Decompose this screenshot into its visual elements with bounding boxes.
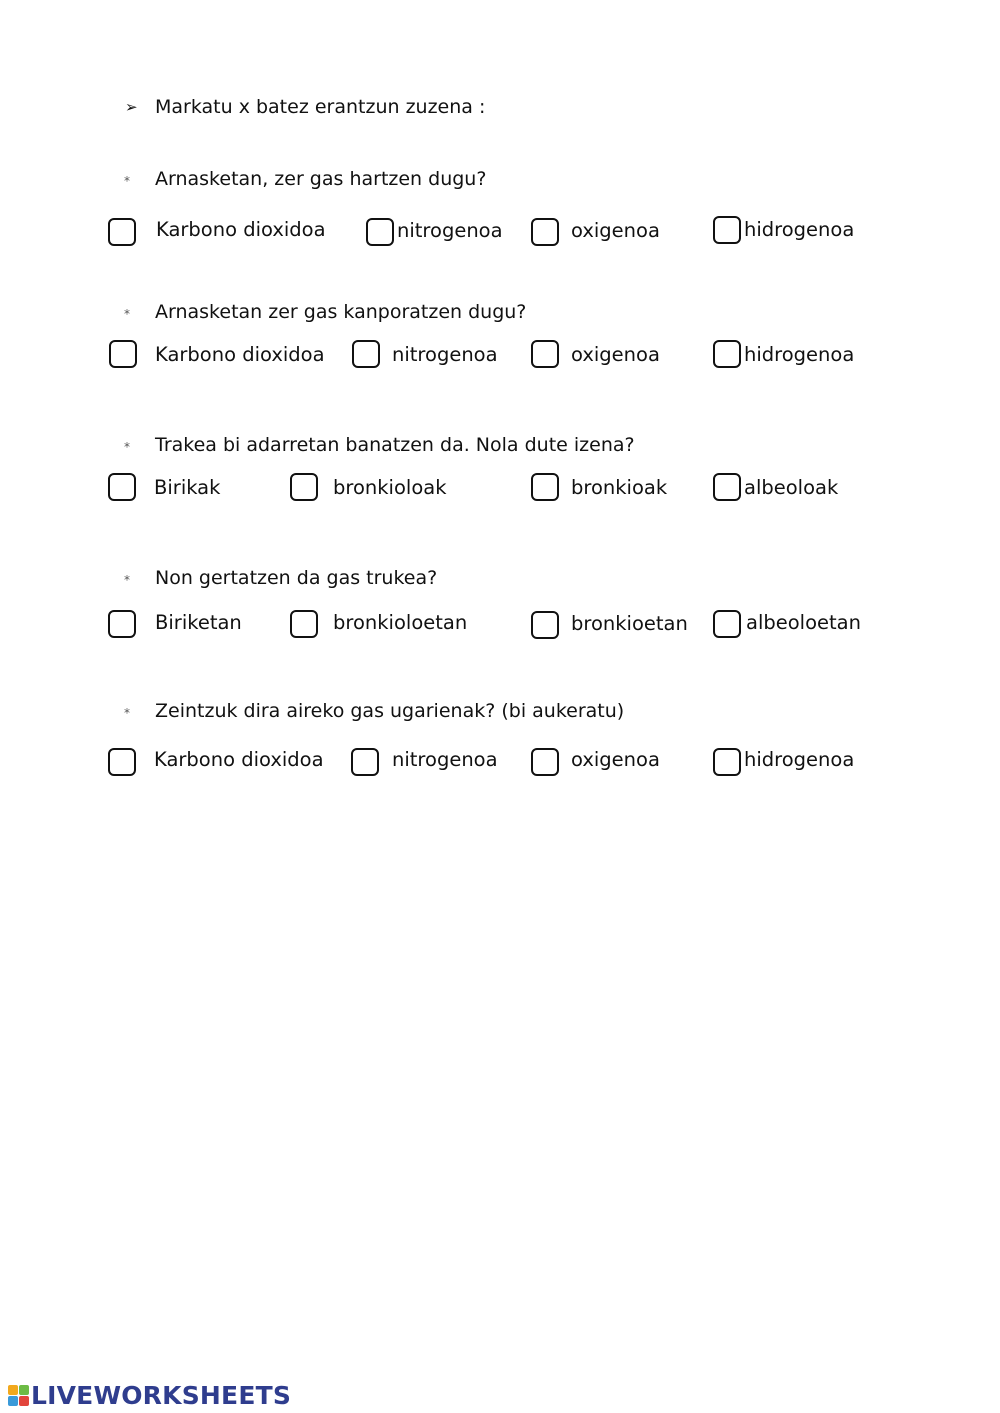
answer-checkbox[interactable]: [531, 218, 559, 246]
option-label: bronkioloetan: [333, 611, 468, 634]
question-4: [124, 567, 437, 589]
answer-checkbox[interactable]: [531, 340, 559, 368]
option-label: albeoloak: [744, 475, 839, 499]
option-label: Biriketan: [155, 611, 242, 634]
answer-option[interactable]: [290, 607, 467, 638]
instruction-text: Markatu x batez erantzun zuzena :: [155, 96, 486, 118]
option-label: bronkioetan: [571, 611, 688, 635]
option-label: hidrogenoa: [744, 217, 855, 241]
option-label: oxigenoa: [571, 342, 660, 366]
question-5: [124, 700, 624, 722]
option-label: Karbono dioxidoa: [154, 747, 324, 771]
answer-checkbox[interactable]: [713, 216, 741, 244]
answer-checkbox[interactable]: [351, 748, 379, 776]
answer-checkbox[interactable]: [290, 473, 318, 501]
answer-checkbox[interactable]: [531, 473, 559, 501]
answer-option[interactable]: [366, 214, 503, 246]
logo-tile: [19, 1385, 29, 1395]
answer-option[interactable]: [290, 473, 447, 501]
asterisk-bullet-icon: *: [124, 174, 130, 188]
option-label: Karbono dioxidoa: [155, 342, 325, 366]
option-label: oxigenoa: [571, 747, 660, 771]
option-label: nitrogenoa: [392, 747, 498, 771]
answer-checkbox[interactable]: [713, 473, 741, 501]
option-label: nitrogenoa: [392, 342, 498, 366]
option-label: oxigenoa: [571, 218, 660, 242]
option-label: Karbono dioxidoa: [156, 218, 326, 241]
answer-option[interactable]: [713, 214, 854, 244]
asterisk-bullet-icon: *: [124, 706, 130, 720]
liveworksheets-brand[interactable]: [8, 1381, 291, 1410]
answer-checkbox[interactable]: [531, 611, 559, 639]
answer-option[interactable]: [531, 742, 660, 776]
question-1: [124, 168, 486, 190]
question-3: [124, 434, 635, 456]
question-2: [124, 301, 526, 323]
arrow-bullet-icon: ➢: [125, 98, 138, 116]
answer-option[interactable]: [108, 213, 326, 246]
asterisk-bullet-icon: *: [124, 573, 130, 587]
answer-checkbox[interactable]: [108, 748, 136, 776]
answer-option[interactable]: [531, 473, 667, 501]
answer-checkbox[interactable]: [531, 748, 559, 776]
answer-option[interactable]: [713, 340, 854, 368]
answer-checkbox[interactable]: [108, 610, 136, 638]
option-label: Birikak: [154, 475, 221, 499]
logo-tile: [8, 1385, 18, 1395]
answer-option[interactable]: [713, 607, 861, 638]
answer-checkbox[interactable]: [713, 340, 741, 368]
option-label: bronkioak: [571, 475, 668, 499]
instruction: [125, 96, 485, 118]
answer-option[interactable]: [108, 473, 220, 501]
option-label: bronkioloak: [333, 475, 447, 499]
answer-checkbox[interactable]: [366, 218, 394, 246]
question-text: Trakea bi adarretan banatzen da. Nola dute izena?: [155, 434, 635, 456]
question-text: Arnasketan, zer gas hartzen dugu?: [155, 168, 487, 190]
answer-option[interactable]: [108, 742, 324, 776]
asterisk-bullet-icon: *: [124, 440, 130, 454]
answer-option[interactable]: [531, 340, 660, 368]
answer-option[interactable]: [108, 607, 242, 638]
question-text: Non gertatzen da gas trukea?: [155, 567, 438, 589]
answer-checkbox[interactable]: [290, 610, 318, 638]
option-label: hidrogenoa: [744, 342, 855, 366]
answer-option[interactable]: [713, 473, 838, 501]
answer-option[interactable]: [713, 742, 854, 776]
question-text: Arnasketan zer gas kanporatzen dugu?: [155, 301, 527, 323]
asterisk-bullet-icon: *: [124, 307, 130, 321]
answer-option[interactable]: [531, 214, 660, 246]
answer-option[interactable]: [352, 340, 498, 368]
answer-checkbox[interactable]: [108, 473, 136, 501]
liveworksheets-logo-icon: [8, 1385, 29, 1406]
option-label: hidrogenoa: [744, 747, 855, 771]
answer-checkbox[interactable]: [109, 340, 137, 368]
answer-checkbox[interactable]: [108, 218, 136, 246]
answer-checkbox[interactable]: [713, 748, 741, 776]
brand-name: LIVEWORKSHEETS: [31, 1381, 292, 1410]
answer-checkbox[interactable]: [352, 340, 380, 368]
logo-tile: [8, 1396, 18, 1406]
answer-option[interactable]: [351, 742, 498, 776]
question-text: Zeintzuk dira aireko gas ugarienak? (bi aukeratu): [155, 700, 625, 722]
logo-tile: [19, 1396, 29, 1406]
answer-option[interactable]: [109, 340, 325, 368]
answer-checkbox[interactable]: [713, 610, 741, 638]
option-label: nitrogenoa: [397, 218, 503, 242]
option-label: albeoloetan: [746, 611, 861, 634]
answer-option[interactable]: [531, 607, 688, 639]
